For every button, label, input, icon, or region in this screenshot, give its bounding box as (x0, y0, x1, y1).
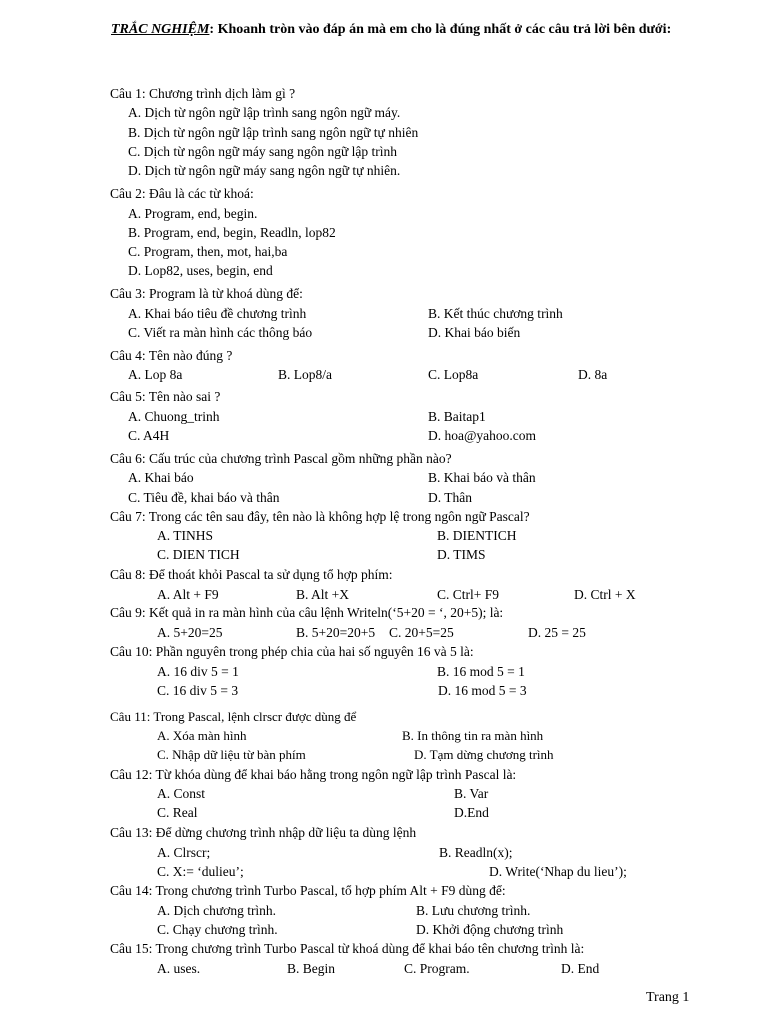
q8-option-a: A. Alt + F9 (157, 587, 219, 602)
q10-option-d: D. 16 mod 5 = 3 (438, 683, 527, 698)
q15-option-b: B. Begin (287, 961, 336, 976)
q7-option-d: D. TIMS (437, 547, 486, 562)
q11-option-c: C. Nhập dữ liệu từ bàn phím (157, 747, 306, 762)
q5-option-d: D. hoa@yahoo.com (428, 428, 537, 443)
q8-option-d: D. Ctrl + X (574, 587, 636, 602)
q5-option-a: A. Chuong_trinh (128, 409, 220, 424)
question-7: Câu 7: Trong các tên sau đây, tên nào là không hợp lệ trong ngôn ngữ Pascal? (110, 509, 530, 524)
question-14: Câu 14: Trong chương trình Turbo Pascal, tổ hợp phím Alt + F9 dùng để: (110, 883, 506, 898)
question-9: Câu 9: Kết quả in ra màn hình của câu lệnh Writeln(‘5+20 = ‘, 20+5); là: (110, 605, 504, 620)
q1-option-a: A. Dịch từ ngôn ngữ lập trình sang ngôn ngữ máy. (128, 105, 401, 120)
q15-option-a: A. uses. (157, 961, 201, 976)
q13-option-c: C. X:= ‘dulieu’; (157, 864, 244, 879)
question-3: Câu 3: Program là từ khoá dùng để: (110, 286, 303, 301)
q7-option-c: C. DIEN TICH (157, 547, 240, 562)
q2-option-c: C. Program, then, mot, hai,ba (128, 244, 288, 259)
q12-option-a: A. Const (157, 786, 206, 801)
q9-option-c: C. 20+5=25 (389, 625, 454, 640)
q15-option-c: C. Program. (404, 961, 470, 976)
instruction-header (111, 20, 711, 39)
q11-option-d: D. Tạm dừng chương trình (414, 747, 554, 762)
q10-option-a: A. 16 div 5 = 1 (157, 664, 239, 679)
q1-option-c: C. Dịch từ ngôn ngữ máy sang ngôn ngữ lập trình (128, 144, 398, 159)
question-6: Câu 6: Cấu trúc của chương trình Pascal gồm những phần nào? (110, 451, 452, 466)
q11-option-a: A. Xóa màn hình (157, 728, 247, 743)
question-8: Câu 8: Để thoát khỏi Pascal ta sử dụng tổ hợp phím: (110, 567, 393, 582)
question-12: Câu 12: Từ khóa dùng để khai báo hằng trong ngôn ngữ lập trình Pascal là: (110, 767, 517, 782)
page-number: Trang 1 (646, 990, 690, 1005)
q5-option-c: C. A4H (128, 428, 170, 443)
q8-option-c: C. Ctrl+ F9 (437, 587, 500, 602)
q10-option-b: B. 16 mod 5 = 1 (437, 664, 525, 679)
q9-option-b: B. 5+20=20+5 (296, 625, 376, 640)
q9-option-d: D. 25 = 25 (528, 625, 586, 640)
q10-option-c: C. 16 div 5 = 3 (157, 683, 239, 698)
q15-option-d: D. End (561, 961, 600, 976)
q6-option-d: D. Thân (428, 490, 472, 505)
q2-option-d: D. Lop82, uses, begin, end (128, 263, 273, 278)
q3-option-c: C. Viết ra màn hình các thông báo (128, 325, 313, 340)
q11-option-b: B. In thông tin ra màn hình (402, 728, 544, 743)
q4-option-c: C. Lop8a (428, 367, 479, 382)
question-1: Câu 1: Chương trình dịch làm gì ? (110, 86, 296, 101)
q3-option-d: D. Khai báo biến (428, 325, 521, 340)
q12-option-b: B. Var (454, 786, 489, 801)
q7-option-b: B. DIENTICH (437, 528, 517, 543)
q12-option-c: C. Real (157, 805, 198, 820)
q6-option-a: A. Khai báo (128, 470, 194, 485)
q14-option-a: A. Dịch chương trình. (157, 903, 277, 918)
header-tag: TRẮC NGHIỆM (111, 22, 210, 37)
header-instruction: : Khoanh tròn vào đáp án mà em cho là đúng nhất ở các câu trả lời bên dưới: (209, 22, 672, 37)
q4-option-a: A. Lop 8a (128, 367, 183, 382)
question-11: Câu 11: Trong Pascal, lệnh clrscr được dùng để (110, 709, 357, 724)
q14-option-d: D. Khởi động chương trình (416, 922, 564, 937)
q6-option-c: C. Tiêu đề, khai báo và thân (128, 490, 280, 505)
question-10: Câu 10: Phần nguyên trong phép chia của hai số nguyên 16 và 5 là: (110, 644, 474, 659)
q5-option-b: B. Baitap1 (428, 409, 486, 424)
q13-option-a: A. Clrscr; (157, 845, 211, 860)
q2-option-a: A. Program, end, begin. (128, 206, 258, 221)
q13-option-d: D. Write(‘Nhap du lieu’); (489, 864, 627, 879)
q2-option-b: B. Program, end, begin, Readln, lop82 (128, 225, 336, 240)
q3-option-a: A. Khai báo tiêu đề chương trình (128, 306, 307, 321)
q1-option-d: D. Dịch từ ngôn ngữ máy sang ngôn ngữ tự nhiên. (128, 163, 401, 178)
q4-option-d: D. 8a (578, 367, 608, 382)
q14-option-c: C. Chạy chương trình. (157, 922, 278, 937)
question-5: Câu 5: Tên nào sai ? (110, 389, 221, 404)
q13-option-b: B. Readln(x); (439, 845, 513, 860)
q12-option-d: D.End (454, 805, 489, 820)
question-4: Câu 4: Tên nào đúng ? (110, 348, 233, 363)
q7-option-a: A. TINHS (157, 528, 214, 543)
question-2: Câu 2: Đâu là các từ khoá: (110, 186, 254, 201)
question-15: Câu 15: Trong chương trình Turbo Pascal từ khoá dùng để khai báo tên chương trình là: (110, 941, 585, 956)
q8-option-b: B. Alt +X (296, 587, 349, 602)
q3-option-b: B. Kết thúc chương trình (428, 306, 563, 321)
q6-option-b: B. Khai báo và thân (428, 470, 536, 485)
question-13: Câu 13: Để dừng chương trình nhập dữ liệu ta dùng lệnh (110, 825, 417, 840)
q14-option-b: B. Lưu chương trình. (416, 903, 531, 918)
q9-option-a: A. 5+20=25 (157, 625, 223, 640)
q4-option-b: B. Lop8/a (278, 367, 332, 382)
q1-option-b: B. Dịch từ ngôn ngữ lập trình sang ngôn ngữ tự nhiên (128, 125, 419, 140)
